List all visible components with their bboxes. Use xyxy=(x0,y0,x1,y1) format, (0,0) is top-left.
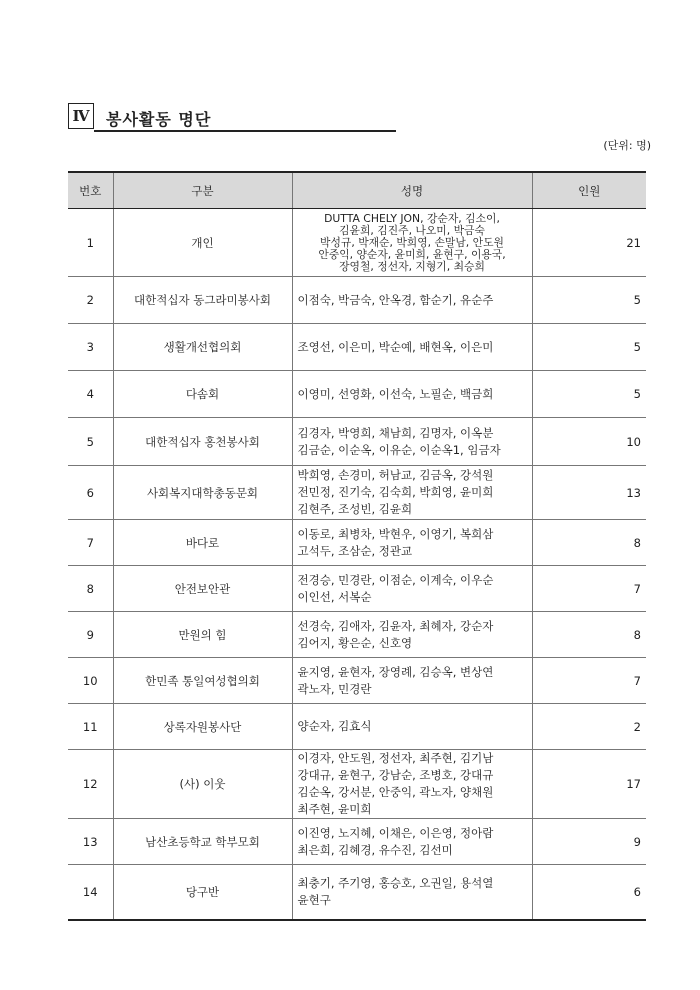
row-names xyxy=(292,209,532,277)
row-count: 7 xyxy=(532,566,646,612)
table-row xyxy=(68,371,646,418)
names-line: 이인선, 서복순 xyxy=(297,589,372,604)
row-count: 8 xyxy=(532,612,646,658)
names-line: 최은희, 김혜경, 유수진, 김선미 xyxy=(297,842,453,857)
names-line: 이진영, 노지혜, 이채은, 이은영, 정아람 xyxy=(297,825,494,840)
row-group: 생활개선협의회 xyxy=(113,324,292,371)
names-line: 장영철, 정선자, 지형기, 최승희 xyxy=(339,259,485,273)
names-line: 박희영, 손경미, 허남교, 김금옥, 강석원 xyxy=(297,468,494,482)
names-line: 윤현구 xyxy=(297,892,331,907)
row-names xyxy=(292,277,532,324)
row-number: 7 xyxy=(68,520,113,566)
row-names xyxy=(292,466,532,520)
table-header-row xyxy=(68,172,646,209)
names-line: 윤지영, 윤현자, 장영례, 김승옥, 변상연 xyxy=(297,664,494,679)
header-count: 인원 xyxy=(532,172,646,209)
names-line: 전경승, 민경란, 이점순, 이계숙, 이우순 xyxy=(297,572,494,587)
names-line: 이동로, 최병차, 박현우, 이영기, 복희삼 xyxy=(297,526,494,541)
row-number: 8 xyxy=(68,566,113,612)
names-line: 전민정, 진기숙, 김숙희, 박희영, 윤미희 xyxy=(297,485,494,499)
row-number: 4 xyxy=(68,371,113,418)
header-no: 번호 xyxy=(68,172,113,209)
row-names xyxy=(292,704,532,750)
names-line: 박성규, 박재순, 박희영, 손말남, 안도원 xyxy=(320,235,504,249)
row-names xyxy=(292,658,532,704)
row-names xyxy=(292,520,532,566)
row-number: 2 xyxy=(68,277,113,324)
unit-label: (단위: 명) xyxy=(603,139,651,152)
row-number: 13 xyxy=(68,819,113,865)
names-line: 김금순, 이순옥, 이유순, 이순옥1, 임금자 xyxy=(297,442,501,457)
row-number: 1 xyxy=(68,209,113,277)
names-line: 양순자, 김효식 xyxy=(297,719,372,733)
volunteer-roster-table xyxy=(68,171,646,921)
table-row xyxy=(68,418,646,466)
row-group: 대한적십자 동그라미봉사회 xyxy=(113,277,292,324)
row-names xyxy=(292,371,532,418)
table-row xyxy=(68,277,646,324)
names-line: 안중익, 양순자, 윤미희, 윤현구, 이용국, xyxy=(318,247,506,261)
row-count: 8 xyxy=(532,520,646,566)
row-group: 남산초등학교 학부모회 xyxy=(113,819,292,865)
row-group: 한민족 통일여성협의회 xyxy=(113,658,292,704)
table-row xyxy=(68,566,646,612)
section-heading xyxy=(68,103,396,131)
row-names xyxy=(292,566,532,612)
row-count: 17 xyxy=(532,750,646,819)
row-number: 3 xyxy=(68,324,113,371)
row-group: (사) 이웃 xyxy=(113,750,292,819)
row-count: 5 xyxy=(532,277,646,324)
names-line: 곽노자, 민경란 xyxy=(297,681,372,696)
section-underline xyxy=(94,130,396,132)
row-names xyxy=(292,324,532,371)
table-row xyxy=(68,865,646,920)
table-row xyxy=(68,658,646,704)
row-number: 12 xyxy=(68,750,113,819)
row-count: 9 xyxy=(532,819,646,865)
table-row xyxy=(68,520,646,566)
row-names xyxy=(292,418,532,466)
row-number: 6 xyxy=(68,466,113,520)
row-group: 개인 xyxy=(113,209,292,277)
row-names xyxy=(292,819,532,865)
names-line: 강대규, 윤현구, 강남순, 조병호, 강대규 xyxy=(297,768,494,782)
row-number: 14 xyxy=(68,865,113,920)
row-count: 13 xyxy=(532,466,646,520)
row-number: 9 xyxy=(68,612,113,658)
row-group: 바다로 xyxy=(113,520,292,566)
header-names: 성명 xyxy=(292,172,532,209)
names-line: 김경자, 박영희, 채남희, 김명자, 이옥분 xyxy=(297,425,494,440)
names-line: 조영선, 이은미, 박순예, 배현옥, 이은미 xyxy=(297,339,494,354)
names-line: 김어지, 황은순, 신호영 xyxy=(297,635,413,650)
names-line: DUTTA CHELY JON, 강순자, 김소이, xyxy=(324,211,500,225)
names-line: 최충기, 주기영, 홍승호, 오권일, 용석열 xyxy=(297,875,494,890)
row-group: 상록자원봉사단 xyxy=(113,704,292,750)
row-number: 11 xyxy=(68,704,113,750)
table-body xyxy=(68,209,646,920)
table-row xyxy=(68,209,646,277)
row-count: 10 xyxy=(532,418,646,466)
names-line: 선경숙, 김애자, 김윤자, 최혜자, 강순자 xyxy=(297,618,494,633)
section-number-box: Ⅳ xyxy=(68,103,94,129)
names-line: 이점숙, 박금숙, 안옥경, 함순기, 유순주 xyxy=(297,292,494,307)
row-count: 6 xyxy=(532,865,646,920)
table-row xyxy=(68,750,646,819)
row-group: 다솜회 xyxy=(113,371,292,418)
names-line: 고석두, 조삼순, 정관교 xyxy=(297,543,413,558)
names-line: 김현주, 조성빈, 김윤희 xyxy=(297,502,413,516)
table-row xyxy=(68,612,646,658)
names-line: 김순옥, 강서분, 안중익, 곽노자, 양채원 xyxy=(297,785,494,799)
table-row xyxy=(68,466,646,520)
row-names xyxy=(292,865,532,920)
names-line: 최주현, 윤미희 xyxy=(297,802,372,816)
row-group: 만원의 힘 xyxy=(113,612,292,658)
row-count: 2 xyxy=(532,704,646,750)
row-number: 5 xyxy=(68,418,113,466)
names-line: 이영미, 선영화, 이선숙, 노필순, 백금희 xyxy=(297,386,494,401)
table-row xyxy=(68,819,646,865)
row-group: 사회복지대학총동문회 xyxy=(113,466,292,520)
row-names xyxy=(292,612,532,658)
names-line: 이경자, 안도원, 정선자, 최주현, 김기남 xyxy=(297,751,494,765)
row-names xyxy=(292,750,532,819)
names-line: 김윤희, 김진주, 나오미, 박금숙 xyxy=(339,223,485,237)
row-group: 대한적십자 홍천봉사회 xyxy=(113,418,292,466)
row-count: 5 xyxy=(532,324,646,371)
row-count: 21 xyxy=(532,209,646,277)
table-row xyxy=(68,704,646,750)
row-group: 안전보안관 xyxy=(113,566,292,612)
header-group: 구분 xyxy=(113,172,292,209)
row-count: 7 xyxy=(532,658,646,704)
section-title: 봉사활동 명단 xyxy=(106,110,212,129)
table-row xyxy=(68,324,646,371)
row-group: 당구반 xyxy=(113,865,292,920)
row-count: 5 xyxy=(532,371,646,418)
row-number: 10 xyxy=(68,658,113,704)
